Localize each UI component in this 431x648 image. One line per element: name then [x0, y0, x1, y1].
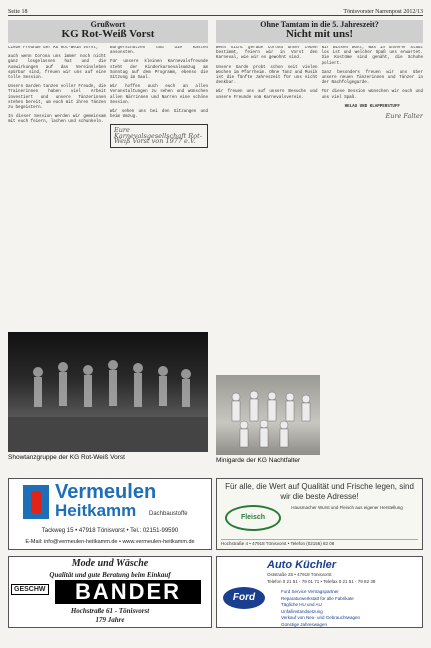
- vermeulen-address: Tackweg 15 • 47918 Tönisvorst • Tel.: 02151-99590: [41, 528, 179, 534]
- bander-slogan: Qualität und gute Beratung beim Einkauf: [49, 571, 171, 579]
- paragraph: Wir hoffen auch euch an allen Veranstaltungen zu sehen und wünschen allen Närrinnen und Narren eine schöne Session.: [110, 85, 208, 105]
- service-item: Verkauf von Neu- und Gebrauchtwagen: [281, 615, 361, 620]
- right-article-column-1: [216, 46, 318, 401]
- showtanzgruppe-photo: [8, 332, 208, 452]
- bander-name: BANDER: [55, 580, 201, 604]
- vermeulen-contact: E-Mail: info@vermeulen-heitkamm.de • www.vermeulen-heitkamm.de: [25, 539, 195, 545]
- vermeulen-subtitle: Dachbaustoffe: [149, 511, 188, 517]
- page-number: Seite 18: [8, 9, 28, 15]
- service-item: Tägliche HU und AU: [281, 602, 322, 607]
- bander-address: Hochstraße 61 - Tönisvorst: [70, 607, 150, 615]
- service-item: Günstige Jahreswagen: [281, 621, 328, 627]
- minigarde-photo: [216, 375, 320, 455]
- page-header: [8, 7, 423, 16]
- right-article-title: Nicht mit uns!: [285, 28, 354, 41]
- vermeulen-logo-icon: [23, 485, 49, 519]
- left-article: [8, 20, 208, 366]
- service-item: Reparaturwerkstatt für alle Fabrikate: [281, 595, 354, 601]
- publication-name: Tönisvorster Narrenpost 2012/13: [343, 9, 423, 15]
- right-photo-caption: Minigarde der KG Nachtfalter: [216, 457, 301, 464]
- right-article-kicker: Ohne Tamtam in die 5. Jahreszeit?: [260, 20, 379, 29]
- kuechler-name: Auto Küchler: [267, 559, 337, 571]
- left-article-column-1: [8, 46, 106, 366]
- right-article-signature: Eure Falter: [385, 111, 423, 120]
- kuechler-phone: Telefon 0 21 51 - 79 01 71 • Telefax 0 21 51 - 79 82 38: [267, 579, 376, 584]
- paragraph: Für diese Session wünschen wir euch und uns viel Spaß.: [321, 90, 423, 100]
- fleisch-logo: Fleisch: [225, 505, 281, 531]
- dancers-silhouette: [8, 332, 208, 452]
- paragraph: Liebe Freunde der KG Rot-Weiß Vorst,: [8, 45, 99, 50]
- paragraph: Wir sehen uns bei den Sitzungen und beim Umzug.: [110, 109, 208, 120]
- fleisch-text: Hausmacher Wurst und Fleisch aus eigener Herstellung: [291, 505, 403, 510]
- left-article-heading: [8, 20, 208, 43]
- left-article-column-2: [110, 46, 208, 366]
- right-article-column-2: [322, 46, 424, 401]
- bander-prefix: GESCHW: [11, 584, 49, 595]
- paragraph: In dieser Session werden wir gemeinsam mit euch feiern, lachen und schunkeln.: [8, 115, 106, 125]
- right-article-heading: [216, 20, 423, 43]
- paragraph: Ganz besonders freuen wir uns über unsere neuen Tänzerinnen und Tänzer in der Nachfolgegarde.: [321, 70, 423, 86]
- paragraph: Für unsere kleinen Karnevalsfreunde steht der Kinderkarnevalsumzug am Sonntag auf dem Programm, ebenso die Sitzung im Saal.: [110, 60, 208, 80]
- paragraph: auch wenn Corona uns immer noch nicht ganz losgelassen hat und die Auswirkungen auf das Vereinsleben spürbar sind, freuen wir uns auf eine tolle Session.: [8, 55, 106, 80]
- paragraph: Wenn nicht gerade Corona unser Leben bestimmt, feiern wir in Vorst den Karneval, wie wir es gewohnt sind.: [216, 45, 318, 61]
- paragraph: Bürgerschützen und die Kasten ansonsten.: [110, 45, 208, 56]
- paragraph: Wir freuen uns auf unsere Besuche und unsere Freunde vom Karnevalsverein.: [216, 90, 318, 100]
- ad-auto-kuechler: [216, 556, 423, 628]
- kuechler-services: [281, 589, 360, 628]
- service-item: Unfallinstandsetzung: [281, 608, 323, 614]
- fleisch-footer: Hochstraße 4 • 47918 Tönisvorst • Telefon (02156) 82 08: [221, 539, 418, 546]
- bander-headline: Mode und Wäsche: [71, 558, 149, 569]
- bander-years: 179 Jahre: [95, 616, 125, 624]
- vermeulen-name: Vermeulen: [55, 481, 157, 503]
- right-article-closing: HELAU UND KLAPPERSTUFF: [344, 104, 400, 109]
- fleisch-headline: Für alle, die Wert auf Qualität und Frische legen, sind wir die beste Adresse!: [225, 482, 414, 501]
- kuechler-address: Oststraße 25 • 47918 Tönisvorst: [267, 572, 332, 577]
- left-article-signature: Eure Karnevalsgesellschaft Rot-Weiß Vorst von 1977 e.V.: [110, 124, 208, 148]
- service-item: Ford Service Vertragspartner: [281, 589, 339, 594]
- paragraph: Unsere Garden tanzen voller Freude, die Trainerinnen haben viel Arbeit investiert und unsere Tänzerinnen stehen bereit, um euch mit ihren Tänzen zu begeistern.: [8, 85, 106, 110]
- heitkamm-name: Heitkamm: [55, 501, 137, 520]
- ad-bander: [8, 556, 212, 628]
- left-article-kicker: Grußwort: [90, 20, 126, 29]
- ad-fleisch: [216, 478, 423, 550]
- ad-vermeulen-heitkamm: [8, 478, 212, 550]
- minigarde-group-silhouette: [216, 375, 320, 455]
- left-photo-caption: Showtanzgruppe der KG Rot-Weiß Vorst: [8, 454, 125, 461]
- paragraph: Unsere Garde probt schon seit vielen Wochen im Pfarrheim. Ohne Tanz und Musik ist die fünfte Jahreszeit für uns nicht denkbar.: [216, 65, 318, 86]
- right-article: [216, 20, 423, 401]
- paragraph: Wir wissen wohl, was in unserer Stadt los ist und welcher Spaß uns erwartet. Die Kostüme sind genäht, die Schuhe poliert.: [321, 45, 423, 66]
- left-article-title: KG Rot-Weiß Vorst: [61, 28, 155, 41]
- ford-logo: Ford: [223, 587, 265, 609]
